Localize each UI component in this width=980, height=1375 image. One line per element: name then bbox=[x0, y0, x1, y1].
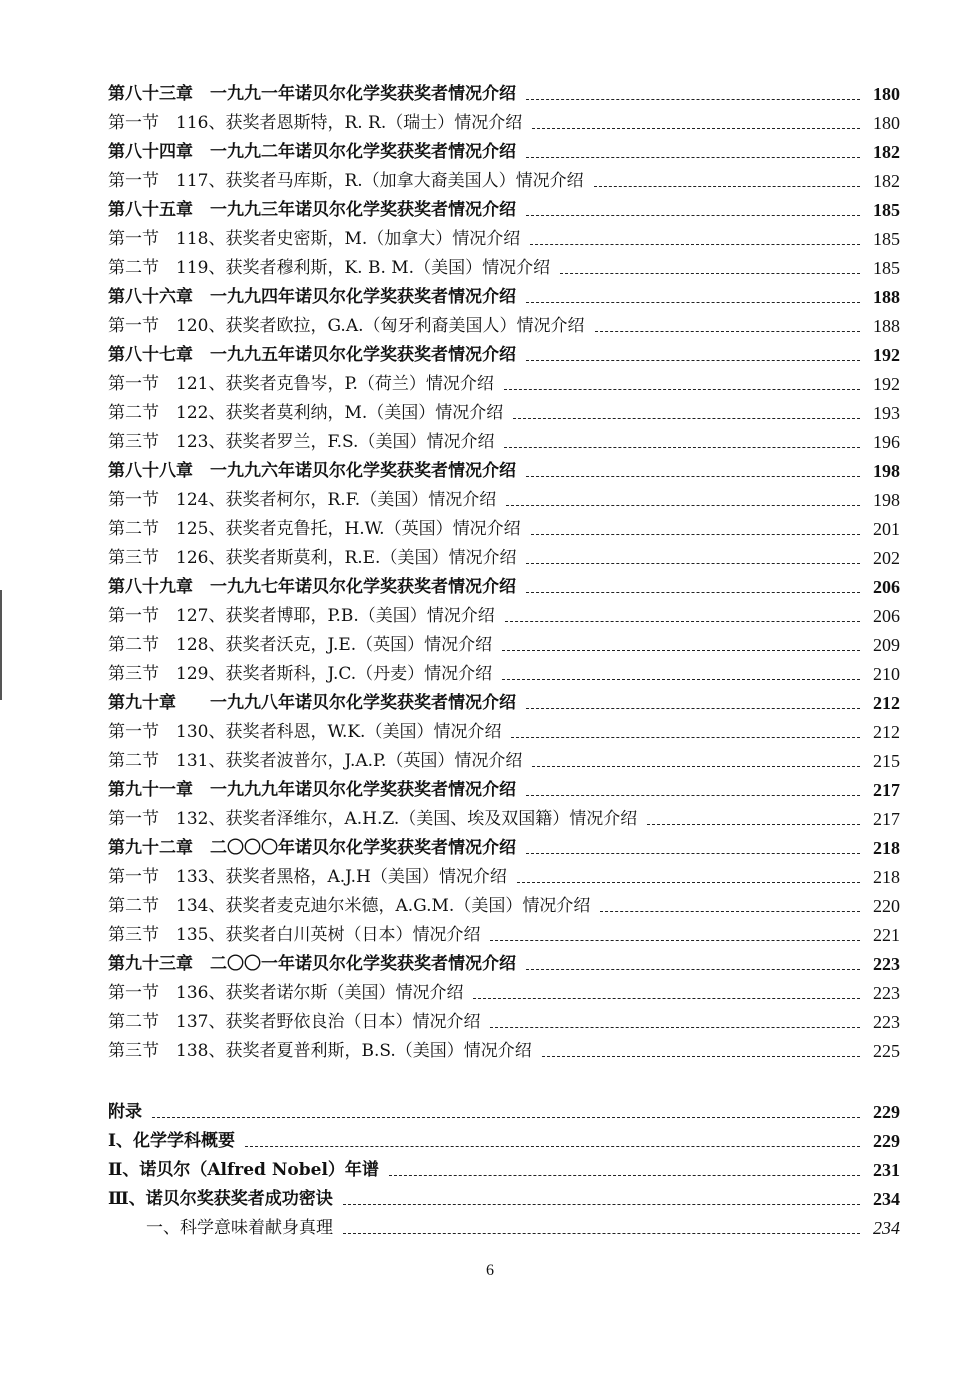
entry-title: 第八十六章 一九九四年诺贝尔化学奖获奖者情况介绍 bbox=[108, 287, 516, 307]
entry-title: 第九十一章 一九九九年诺贝尔化学奖获奖者情况介绍 bbox=[108, 780, 516, 800]
entry-title: 第九十三章 二〇〇一年诺贝尔化学奖获奖者情况介绍 bbox=[108, 954, 516, 974]
toc-section-entry[interactable] bbox=[108, 167, 900, 196]
entry-page-number: 210 bbox=[873, 664, 900, 684]
entry-title: 第一节 117、获奖者马库斯，R.（加拿大裔美国人）情况介绍 bbox=[108, 171, 584, 191]
entry-title: 第八十四章 一九九二年诺贝尔化学奖获奖者情况介绍 bbox=[108, 142, 516, 162]
dot-leader bbox=[595, 331, 860, 332]
entry-page-number: 221 bbox=[873, 925, 900, 945]
entry-page-number: 217 bbox=[873, 780, 900, 800]
entry-title: 第八十八章 一九九六年诺贝尔化学奖获奖者情况介绍 bbox=[108, 461, 516, 481]
entry-page-number: 212 bbox=[873, 722, 900, 742]
entry-page-number: 180 bbox=[873, 84, 900, 104]
toc-section-entry[interactable] bbox=[108, 428, 900, 457]
toc-chapter-entry[interactable] bbox=[108, 80, 900, 109]
toc-appendix-entry[interactable] bbox=[108, 1127, 900, 1156]
entry-page-number: 218 bbox=[873, 867, 900, 887]
entry-page-number: 198 bbox=[873, 490, 900, 510]
entry-page-number: 223 bbox=[873, 983, 900, 1003]
scan-edge-mark bbox=[0, 590, 2, 700]
entry-page-number: 185 bbox=[873, 229, 900, 249]
page-number: 6 bbox=[486, 1262, 494, 1279]
toc-chapter-entry[interactable] bbox=[108, 283, 900, 312]
entry-page-number: 206 bbox=[873, 577, 900, 597]
toc-chapter-entry[interactable] bbox=[108, 950, 900, 979]
entry-title: 第一节 136、获奖者诺尔斯（美国）情况介绍 bbox=[108, 983, 464, 1003]
entry-title: 一、科学意味着献身真理 bbox=[146, 1218, 333, 1238]
dot-leader bbox=[526, 360, 860, 361]
entry-page-number: 220 bbox=[873, 896, 900, 916]
entry-page-number: 192 bbox=[873, 374, 900, 394]
dot-leader bbox=[505, 621, 860, 622]
entry-page-number: 198 bbox=[873, 461, 900, 481]
toc-appendix-sub-entry[interactable] bbox=[108, 1214, 900, 1243]
dot-leader bbox=[600, 911, 860, 912]
dot-leader bbox=[526, 853, 860, 854]
entry-title: 第八十七章 一九九五年诺贝尔化学奖获奖者情况介绍 bbox=[108, 345, 516, 365]
toc-section-entry[interactable] bbox=[108, 1008, 900, 1037]
dot-leader bbox=[389, 1175, 860, 1176]
entry-page-number: 188 bbox=[873, 287, 900, 307]
entry-page-number: 206 bbox=[873, 606, 900, 626]
entry-page-number: 234 bbox=[873, 1189, 900, 1209]
dot-leader bbox=[526, 99, 860, 100]
dot-leader bbox=[513, 418, 860, 419]
toc-entries bbox=[108, 80, 900, 1066]
dot-leader bbox=[506, 505, 860, 506]
toc-section-entry[interactable] bbox=[108, 747, 900, 776]
entry-page-number: 180 bbox=[873, 113, 900, 133]
entry-title: 第二节 125、获奖者克鲁托，H.W.（英国）情况介绍 bbox=[108, 519, 521, 539]
entry-page-number: 215 bbox=[873, 751, 900, 771]
dot-leader bbox=[490, 1027, 860, 1028]
entry-page-number: 193 bbox=[873, 403, 900, 423]
entry-page-number: 192 bbox=[873, 345, 900, 365]
dot-leader bbox=[526, 563, 860, 564]
entry-title: 第九十二章 二〇〇〇年诺贝尔化学奖获奖者情况介绍 bbox=[108, 838, 516, 858]
toc-chapter-entry[interactable] bbox=[108, 138, 900, 167]
entry-title: 第二节 131、获奖者波普尔，J.A.P.（英国）情况介绍 bbox=[108, 751, 523, 771]
dot-leader bbox=[473, 998, 860, 999]
dot-leader bbox=[343, 1233, 860, 1234]
dot-leader bbox=[245, 1146, 860, 1147]
toc-section-entry[interactable] bbox=[108, 631, 900, 660]
entry-page-number: 217 bbox=[873, 809, 900, 829]
toc-chapter-entry[interactable] bbox=[108, 341, 900, 370]
toc-section-entry[interactable] bbox=[108, 863, 900, 892]
toc-chapter-entry[interactable] bbox=[108, 196, 900, 225]
toc-section-entry[interactable] bbox=[108, 486, 900, 515]
entry-page-number: 196 bbox=[873, 432, 900, 452]
toc-section-entry[interactable] bbox=[108, 660, 900, 689]
entry-title: 第八十九章 一九九七年诺贝尔化学奖获奖者情况介绍 bbox=[108, 577, 516, 597]
dot-leader bbox=[526, 215, 860, 216]
entry-page-number: 185 bbox=[873, 200, 900, 220]
entry-page-number: 218 bbox=[873, 838, 900, 858]
toc-chapter-entry[interactable] bbox=[108, 689, 900, 718]
toc-appendix-entry[interactable] bbox=[108, 1185, 900, 1214]
toc-section-entry[interactable] bbox=[108, 370, 900, 399]
entry-page-number: 229 bbox=[873, 1102, 900, 1122]
entry-title: 第八十五章 一九九三年诺贝尔化学奖获奖者情况介绍 bbox=[108, 200, 516, 220]
dot-leader bbox=[531, 534, 860, 535]
toc-section-entry[interactable] bbox=[108, 109, 900, 138]
entry-title: 第三节 129、获奖者斯科，J.C.（丹麦）情况介绍 bbox=[108, 664, 493, 684]
entry-title: 第八十三章 一九九一年诺贝尔化学奖获奖者情况介绍 bbox=[108, 84, 516, 104]
toc-section-entry[interactable] bbox=[108, 979, 900, 1008]
dot-leader bbox=[343, 1204, 860, 1205]
dot-leader bbox=[504, 447, 860, 448]
toc-section-entry[interactable] bbox=[108, 805, 900, 834]
dot-leader bbox=[526, 302, 860, 303]
entry-title: 第三节 138、获奖者夏普利斯，B.S.（美国）情况介绍 bbox=[108, 1041, 532, 1061]
toc-section-entry[interactable] bbox=[108, 718, 900, 747]
entry-title: 第二节 137、获奖者野依良治（日本）情况介绍 bbox=[108, 1012, 481, 1032]
entry-page-number: 234 bbox=[873, 1218, 900, 1238]
entry-title: 第一节 127、获奖者博耶，P.B.（美国）情况介绍 bbox=[108, 606, 495, 626]
toc-section-entry[interactable] bbox=[108, 312, 900, 341]
entry-page-number: 201 bbox=[873, 519, 900, 539]
dot-leader bbox=[502, 679, 860, 680]
entry-title: 第一节 121、获奖者克鲁岑，P.（荷兰）情况介绍 bbox=[108, 374, 494, 394]
entry-title: 第一节 116、获奖者恩斯特，R. R.（瑞士）情况介绍 bbox=[108, 113, 523, 133]
dot-leader bbox=[490, 940, 860, 941]
entry-title: 第二节 128、获奖者沃克，J.E.（英国）情况介绍 bbox=[108, 635, 493, 655]
entry-title: 第三节 123、获奖者罗兰，F.S.（美国）情况介绍 bbox=[108, 432, 495, 452]
entry-page-number: 223 bbox=[873, 1012, 900, 1032]
toc-section-entry[interactable] bbox=[108, 892, 900, 921]
toc-section-entry[interactable] bbox=[108, 515, 900, 544]
entry-title: 第一节 132、获奖者泽维尔，A.H.Z.（美国、埃及双国籍）情况介绍 bbox=[108, 809, 638, 829]
toc-section-entry[interactable] bbox=[108, 254, 900, 283]
toc-chapter-entry[interactable] bbox=[108, 834, 900, 863]
toc-section-entry[interactable] bbox=[108, 921, 900, 950]
toc-chapter-entry[interactable] bbox=[108, 457, 900, 486]
dot-leader bbox=[152, 1117, 860, 1118]
entry-page-number: 231 bbox=[873, 1160, 900, 1180]
toc-section-entry[interactable] bbox=[108, 544, 900, 573]
dot-leader bbox=[532, 128, 860, 129]
table-of-contents bbox=[108, 80, 900, 1243]
entry-title: 第二节 119、获奖者穆利斯，K. B. M.（美国）情况介绍 bbox=[108, 258, 551, 278]
dot-leader bbox=[530, 244, 860, 245]
entry-title: Ⅰ、化学学科概要 bbox=[108, 1131, 235, 1151]
toc-section-entry[interactable] bbox=[108, 399, 900, 428]
dot-leader bbox=[526, 969, 860, 970]
entry-page-number: 202 bbox=[873, 548, 900, 568]
dot-leader bbox=[517, 882, 860, 883]
entry-title: 第一节 124、获奖者柯尔，R.F.（美国）情况介绍 bbox=[108, 490, 497, 510]
toc-section-entry[interactable] bbox=[108, 1037, 900, 1066]
dot-leader bbox=[532, 766, 860, 767]
entry-title: 第三节 126、获奖者斯莫利，R.E.（美国）情况介绍 bbox=[108, 548, 517, 568]
toc-section-entry[interactable] bbox=[108, 602, 900, 631]
appendix-entries bbox=[108, 1098, 900, 1243]
toc-section-entry[interactable] bbox=[108, 225, 900, 254]
entry-page-number: 212 bbox=[873, 693, 900, 713]
entry-page-number: 209 bbox=[873, 635, 900, 655]
entry-title: 第九十章 一九九八年诺贝尔化学奖获奖者情况介绍 bbox=[108, 693, 516, 713]
entry-title: Ⅱ、诺贝尔（Alfred Nobel）年谱 bbox=[108, 1160, 379, 1180]
toc-appendix-head-entry[interactable] bbox=[108, 1098, 900, 1127]
dot-leader bbox=[511, 737, 860, 738]
section-gap bbox=[108, 1066, 900, 1098]
dot-leader bbox=[526, 708, 860, 709]
entry-title: 附录 bbox=[108, 1102, 142, 1122]
entry-page-number: 223 bbox=[873, 954, 900, 974]
dot-leader bbox=[526, 157, 860, 158]
dot-leader bbox=[594, 186, 860, 187]
dot-leader bbox=[647, 824, 860, 825]
entry-title: 第三节 135、获奖者白川英树（日本）情况介绍 bbox=[108, 925, 481, 945]
entry-page-number: 225 bbox=[873, 1041, 900, 1061]
entry-page-number: 182 bbox=[873, 142, 900, 162]
entry-title: 第二节 122、获奖者莫利纳，M.（美国）情况介绍 bbox=[108, 403, 504, 423]
entry-title: 第一节 130、获奖者科恩，W.K.（美国）情况介绍 bbox=[108, 722, 502, 742]
entry-page-number: 229 bbox=[873, 1131, 900, 1151]
toc-chapter-entry[interactable] bbox=[108, 776, 900, 805]
dot-leader bbox=[502, 650, 860, 651]
entry-page-number: 188 bbox=[873, 316, 900, 336]
dot-leader bbox=[504, 389, 860, 390]
entry-title: 第一节 118、获奖者史密斯，M.（加拿大）情况介绍 bbox=[108, 229, 521, 249]
dot-leader bbox=[560, 273, 860, 274]
entry-page-number: 182 bbox=[873, 171, 900, 191]
entry-title: 第一节 133、获奖者黑格，A.J.H（美国）情况介绍 bbox=[108, 867, 507, 887]
dot-leader bbox=[526, 476, 860, 477]
dot-leader bbox=[526, 592, 860, 593]
entry-page-number: 185 bbox=[873, 258, 900, 278]
entry-title: 第一节 120、获奖者欧拉，G.A.（匈牙利裔美国人）情况介绍 bbox=[108, 316, 585, 336]
dot-leader bbox=[526, 795, 860, 796]
toc-appendix-entry[interactable] bbox=[108, 1156, 900, 1185]
toc-chapter-entry[interactable] bbox=[108, 573, 900, 602]
dot-leader bbox=[542, 1056, 860, 1057]
entry-title: Ⅲ、诺贝尔奖获奖者成功密诀 bbox=[108, 1189, 333, 1209]
entry-title: 第二节 134、获奖者麦克迪尔米德，A.G.M.（美国）情况介绍 bbox=[108, 896, 591, 916]
